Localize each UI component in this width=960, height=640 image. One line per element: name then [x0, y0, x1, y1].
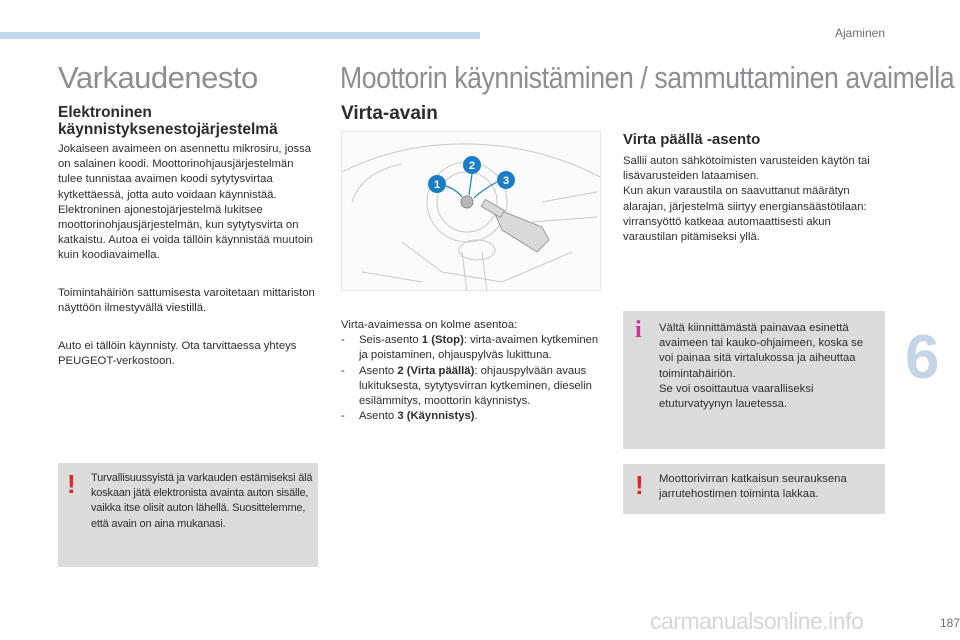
list-dash: - [341, 364, 345, 377]
position-item-2: - Asento 2 (Virta päällä): ohjauspylvään avaus lukituksesta, sytytysvirran kytkeminen, dieselin esilämmitys, moottorin käynnistys. [341, 364, 592, 408]
right-warning-text: Moottorivirran katkaisun seurauksena jarrutehostimen toiminta lakkaa. [659, 473, 847, 501]
on-position-text-1: Sallii auton sähkötoimisten varusteiden käytön tai lisävarusteiden lataamisen. [623, 155, 870, 183]
info-text-1: Vältä kiinnittämästä painavaa esinettä avaimeen tai kauko-ohjaimeen, koska se voi painaa sitä virtalukossa ja aiheuttaa toimintahäiriön. [659, 322, 864, 380]
left-paragraph-1 [58, 142, 320, 264]
left-title: Varkaudenesto [58, 60, 258, 95]
warning-icon: ! [635, 470, 644, 500]
positions-intro: Virta-avaimessa on kolme asentoa: [341, 319, 518, 331]
watermark: carmanualsonline.info [650, 608, 864, 634]
on-position-text [623, 154, 885, 245]
info-box [623, 311, 885, 449]
on-position-title: Virta päällä -asento [623, 131, 761, 148]
chapter-number: 6 [905, 323, 940, 392]
position-item-1: - Seis-asento 1 (Stop): virta-avaimen kytkeminen ja poistaminen, ohjauspylväs lukittuna. [341, 334, 599, 362]
ignition-illustration [341, 131, 601, 291]
illustration-label-3: 3 [502, 175, 510, 187]
page-number: 187 [939, 616, 960, 630]
info-text-2: Se voi osoittautua vaaralliseksi etuturvatyynyn lauetessa. [659, 382, 814, 411]
illustration-label-1: 1 [433, 179, 441, 191]
left-paragraph-3: Toimintahäiriön sattumisesta varoitetaan mittariston näyttöön ilmestyvällä viestillä. [58, 287, 315, 315]
right-warning-box [623, 464, 885, 514]
section-title: Ajaminen [834, 26, 885, 40]
left-subtitle: Elektroninen käynnistyksenestojärjestelmä [58, 104, 278, 138]
on-position-text-2: Kun akun varaustila on saavuttanut määrätyn alarajan, järjestelmä siirtyy energiansäästötilaan: virransyöttö katkeaa automaattisesti akun varaustilan pitämiseksi yllä. [623, 185, 867, 244]
illustration-label-2: 2 [468, 160, 476, 172]
key-subtitle: Virta-avain [341, 103, 438, 124]
key-positions [341, 318, 603, 424]
info-icon: i [635, 317, 642, 343]
left-warning-text: Turvallisuussyistä ja varkauden estämiseksi älä koskaan jätä elektronista avainta auton sisälle, vaikka itse olisit auton lähellä. Suosittelemme, että avain on aina mukanasi. [91, 472, 313, 530]
left-paragraph-4: Auto ei tällöin käynnisty. Ota tarvittaessa yhteys PEUGEOT-verkostoon. [58, 340, 297, 368]
ignition-drawing [342, 132, 601, 291]
warning-icon: ! [67, 469, 76, 499]
header-accent-bar [0, 32, 480, 39]
list-dash: - [341, 410, 345, 423]
position-item-3: - Asento 3 (Käynnistys). [341, 409, 603, 424]
info-text [659, 321, 877, 412]
left-warning-box [58, 463, 318, 567]
immobilizer-text-2: Elektroninen ajonestojärjestelmä lukitsee moottorinohjausjärjestelmän, kun sytytysvirta on katkaistu. Autoa ei voida tällöin käynnistää muutoin kuin koodiavaimella. [58, 203, 313, 262]
right-title: Moottorin käynnistäminen / sammuttaminen avaimella [340, 60, 955, 95]
list-dash: - [341, 334, 345, 347]
immobilizer-text-1: Jokaiseen avaimeen on asennettu mikrosiru, jossa on salainen koodi. Moottorinohjausjärjestelmän tulee tunnistaa avaimen koodi sytytysvirtaa kytkettäessä, jotta auto voidaan käynnistää. [58, 143, 312, 201]
